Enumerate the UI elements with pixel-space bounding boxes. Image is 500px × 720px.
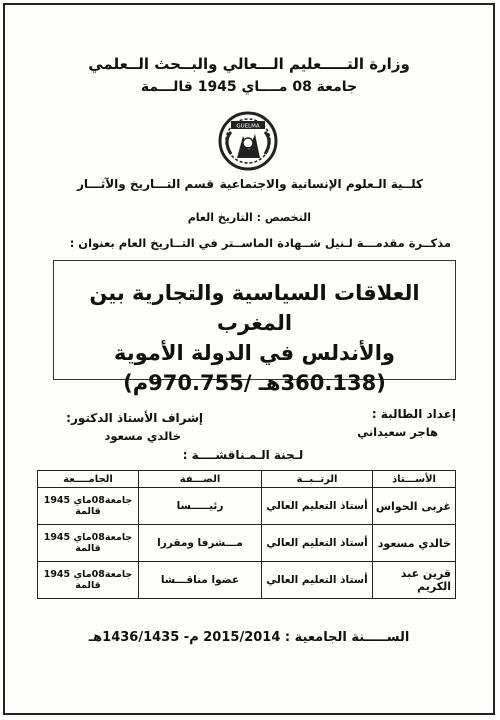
document-page <box>3 3 495 715</box>
jury-member-university: جامعة08ماي 1945 قالمة <box>38 562 139 599</box>
thesis-title-line-3: (360.138هـ /970.755م) <box>123 371 386 395</box>
jury-member-rank: أستاذ التعليم العالي <box>262 562 373 599</box>
committee-title: لـجنة الـمـناقشــــة : <box>182 448 304 462</box>
jury-member-university: جامعة08ماي 1945 قالمة <box>38 488 139 525</box>
table-row <box>38 562 456 599</box>
header-university: الجامــــعة <box>38 471 139 488</box>
department-name: قسم التـــاريخ والآثـــار <box>77 177 214 191</box>
committee-heading <box>5 448 493 462</box>
student-name: هاجر سعيداني <box>357 425 438 439</box>
supervision-label: إشراف الأستاذ الدكتور: <box>66 411 203 425</box>
supervisor-name: خالدي مسعود <box>104 429 181 443</box>
header-rank: الرتــبــة <box>262 471 373 488</box>
preparation-label: إعداد الطالبة : <box>371 407 456 421</box>
jury-member-role: مـــشرفا ومقررا <box>139 525 262 562</box>
logo-label: GUELMA <box>236 123 260 130</box>
faculty-name: كلــية الـعلوم الإنسانية والاجتماعية <box>219 177 423 191</box>
thesis-title-line-2: والأندلس في الدولة الأموية <box>114 341 395 365</box>
header-professor: الأســـتاذ <box>373 471 456 488</box>
thesis-title-box <box>53 260 456 395</box>
jury-header-row <box>38 471 456 488</box>
jury-member-name: غربى الحواس <box>373 488 456 525</box>
jury-table <box>37 470 456 599</box>
university-emblem-icon <box>213 110 283 172</box>
jury-member-rank: أستاذ التعليم العالي <box>262 488 373 525</box>
jury-member-role: عضوا مناقـــشا <box>139 562 262 599</box>
thesis-title-line-1: العلاقات السياسية والتجارية بين المغرب <box>89 281 420 335</box>
table-row <box>38 525 456 562</box>
jury-member-name: خالدي مسعود <box>373 525 456 562</box>
ministry-heading: وزارة التـــــعليم الـــعالي والبــحث الــعلمي <box>88 55 410 73</box>
header-role: الصـــفة <box>139 471 262 488</box>
university-heading: جامعة 08 مــــاي 1945 قالـــمة <box>140 79 358 95</box>
jury-member-name: قرين عبد الكريم <box>373 562 456 599</box>
memo-intro: مذكــرة مقدمـــة لـنيل شــهادة الماســتر في التــاريخ العام بعنوان : <box>69 236 451 250</box>
academic-year: الســـــنة الجامعية : 2015/2014 م- 1436/1435هـ <box>88 630 410 645</box>
jury-member-rank: أستاذ التعليم العالي <box>262 525 373 562</box>
specialization: التخصص : التاريخ العام <box>187 211 311 224</box>
jury-member-university: جامعة08ماي 1945 قالمة <box>38 525 139 562</box>
jury-member-role: رئيـــــسا <box>139 488 262 525</box>
table-row <box>38 488 456 525</box>
